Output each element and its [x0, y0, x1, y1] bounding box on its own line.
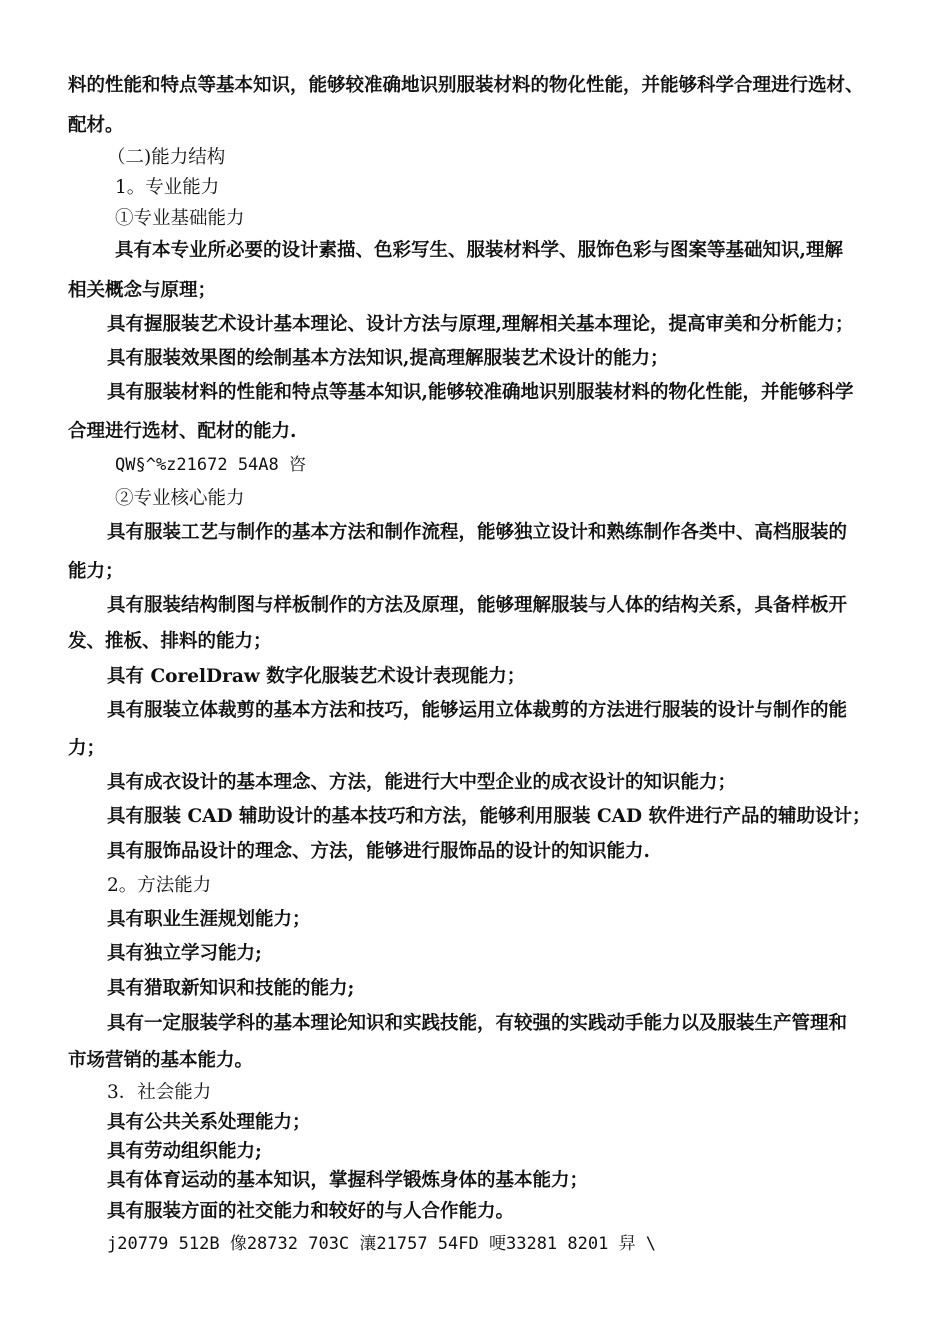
text-line-20: 力； — [68, 738, 106, 759]
text-line-7: 相关概念与原理； — [68, 280, 217, 301]
text-line-2: 配材。 — [68, 115, 124, 136]
text-line-15: 能力； — [68, 561, 124, 582]
text-line-10: 具有服装材料的性能和特点等基本知识,能够较准确地识别服装材料的物化性能，并能够科学 — [107, 382, 854, 403]
garbled-code-line-2: j20779 512B 像28732 703C 瀼21757 54FD 哽33281 8201 舁 \ — [107, 1234, 657, 1254]
text-line-6: 具有本专业所必要的设计素描、色彩写生、服装材料学、服饰色彩与图案等基础知识,理解 — [115, 240, 843, 261]
text-line-18: 具有 CorelDraw 数字化服装艺术设计表现能力； — [107, 666, 526, 687]
text-line-34: 具有服装方面的社交能力和较好的与人合作能力。 — [107, 1201, 515, 1222]
subheading-basic-ability: ①专业基础能力 — [115, 208, 245, 229]
garbled-code-line: QW§^%z21672 54A8 咨 — [115, 455, 306, 475]
subheading-professional-ability: 1。专业能力 — [115, 177, 220, 198]
text-line-1: 料的性能和特点等基本知识，能够较准确地识别服装材料的物化性能，并能够科学合理进行选材、 — [68, 75, 864, 96]
text-line-29: 市场营销的基本能力。 — [68, 1050, 254, 1071]
subheading-core-ability: ②专业核心能力 — [115, 488, 245, 509]
text-line-23: 具有服饰品设计的理念、方法，能够进行服饰品的设计的知识能力. — [107, 841, 650, 862]
text-line-19: 具有服装立体裁剪的基本方法和技巧，能够运用立体裁剪的方法进行服装的设计与制作的能 — [107, 700, 848, 721]
text-line-26: 具有独立学习能力; — [107, 943, 262, 964]
subheading-social-ability: 3．社会能力 — [107, 1082, 212, 1103]
text-line-21: 具有成衣设计的基本理念、方法，能进行大中型企业的成衣设计的知识能力； — [107, 772, 737, 793]
text-line-22: 具有服装 CAD 辅助设计的基本技巧和方法，能够利用服装 CAD 软件进行产品的辅助设计； — [107, 806, 871, 827]
text-line-8: 具有握服装艺术设计基本理论、设计方法与原理,理解相关基本理论，提高审美和分析能力； — [107, 314, 854, 335]
text-line-17: 发、推板、排料的能力； — [68, 631, 272, 652]
text-line-28: 具有一定服装学科的基本理论知识和实践技能，有较强的实践动手能力以及服装生产管理和 — [107, 1013, 848, 1034]
text-line-32: 具有劳动组织能力; — [107, 1141, 262, 1162]
text-line-31: 具有公共关系处理能力； — [107, 1112, 311, 1133]
text-line-27: 具有猎取新知识和技能的能力; — [107, 978, 355, 999]
text-line-25: 具有职业生涯规划能力； — [107, 909, 311, 930]
text-line-11: 合理进行选材、配材的能力. — [68, 421, 297, 442]
text-line-16: 具有服装结构制图与样板制作的方法及原理，能够理解服装与人体的结构关系，具备样板开 — [107, 595, 848, 616]
text-line-9: 具有服装效果图的绘制基本方法知识,提高理解服装艺术设计的能力； — [107, 348, 669, 369]
text-line-14: 具有服装工艺与制作的基本方法和制作流程，能够独立设计和熟练制作各类中、高档服装的 — [107, 522, 848, 543]
section-heading-ability-structure: （二)能力结构 — [107, 147, 226, 168]
subheading-method-ability: 2。方法能力 — [107, 875, 212, 896]
text-line-33: 具有体育运动的基本知识，掌握科学锻炼身体的基本能力； — [107, 1170, 589, 1191]
